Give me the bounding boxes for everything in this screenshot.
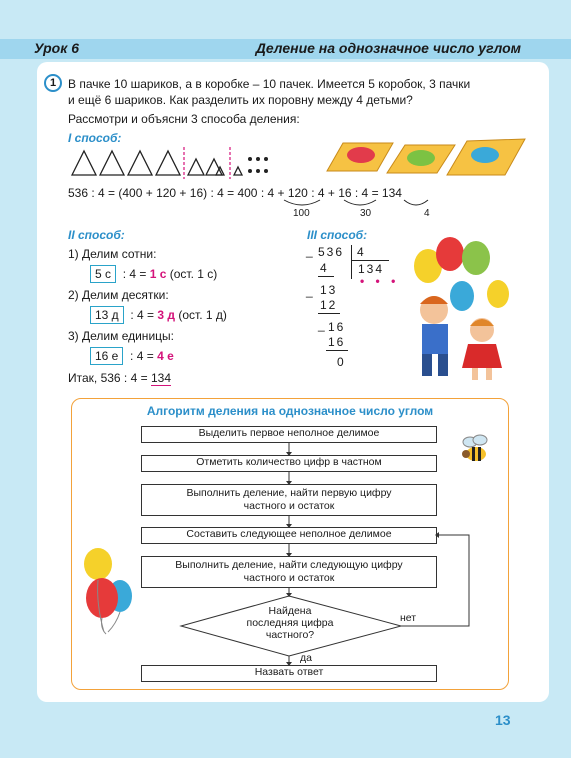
result1-op: : 4 =: [122, 267, 147, 281]
ld-hline: [351, 260, 389, 261]
ld-divisor: 4: [357, 245, 364, 259]
ld-line-1: [318, 276, 334, 277]
method2-conclusion: [68, 370, 171, 386]
ld-row-1: 4: [320, 261, 327, 275]
triangles-illustration: [70, 147, 280, 179]
method2-step3: 3) Делим единицы:: [68, 329, 174, 343]
decision-line-2: последняя цифра: [246, 617, 334, 629]
decision-yes-label: да: [300, 652, 312, 664]
balloons-illustration: [80, 544, 138, 636]
task-line-3: Рассмотри и объясни 3 способа деления:: [68, 112, 300, 126]
ld-vline: [351, 245, 352, 279]
algo-step-final: Назвать ответ: [141, 665, 437, 682]
decision-line-3: частного?: [265, 629, 315, 641]
ld-row-3: 12: [320, 298, 338, 312]
algo-decision: [240, 605, 340, 641]
ld-line-3: [326, 350, 348, 351]
box-5c: 5 с: [90, 265, 116, 283]
algo-step-2: Отметить количество цифр в частном: [141, 455, 437, 472]
algo-step-4: Составить следующее неполное делимое: [141, 527, 437, 544]
conclusion-prefix: Итак, 536 : 4 =: [68, 371, 148, 385]
minus-2: _: [306, 284, 313, 298]
result2-value: 3 д: [157, 308, 176, 322]
method1-under-2: 30: [360, 208, 372, 219]
result1-remainder: (ост. 1 с): [169, 267, 218, 281]
method2-label: II способ:: [68, 228, 125, 242]
result2-op: : 4 =: [130, 308, 155, 322]
result3-value: 4 е: [157, 349, 174, 363]
ld-row-4: 16: [328, 320, 346, 334]
method1-under-3: 4: [424, 208, 430, 219]
algo-step-1: Выделить первое неполное делимое: [141, 426, 437, 443]
method1-equation: 536 : 4 = (400 + 120 + 16) : 4 = 400 : 4 + 120 : 4 + 16 : 4 = 134: [68, 186, 402, 200]
method1-under-1: 100: [293, 208, 310, 219]
conclusion-value: 134: [150, 371, 171, 385]
box-13d: 13 д: [90, 306, 124, 324]
minus-3: _: [318, 318, 325, 332]
minus-1: _: [306, 244, 313, 258]
task-line-1: В пачке 10 шариков, а в коробке – 10 пачек. Имеется 5 коробок, 3 пачки: [68, 77, 471, 91]
method3-label: III способ:: [307, 228, 368, 242]
box-16e: 16 е: [90, 347, 123, 365]
ld-row-5: 16: [328, 335, 346, 349]
page-number: 13: [495, 712, 511, 728]
ld-dividend: 536: [318, 245, 345, 259]
bee-icon: [458, 432, 494, 468]
method2-result2: [90, 306, 227, 324]
task-line-2: и ещё 6 шариков. Как разделить их поровну между 4 детьми?: [68, 93, 413, 107]
result1-value: 1 с: [149, 267, 167, 281]
page-title: Деление на однозначное число углом: [255, 40, 521, 56]
task-number: 1: [44, 74, 62, 92]
method2-step2: 2) Делим десятки:: [68, 288, 169, 302]
method2-result1: [90, 265, 217, 283]
ld-quotient-dots: • • •: [360, 274, 400, 288]
result3-op: : 4 =: [130, 349, 154, 363]
method2-step1: 1) Делим сотни:: [68, 247, 157, 261]
lesson-label: Урок 6: [34, 40, 80, 56]
method2-result3: [90, 347, 174, 365]
algo-step-5: Выполнить деление, найти следующую цифру частного и остаток: [141, 556, 437, 588]
ld-line-2: [318, 313, 340, 314]
algo-step-3: Выполнить деление, найти первую цифру частного и остаток: [141, 484, 437, 516]
decision-line-1: Найдена: [268, 605, 312, 617]
decision-no-label: нет: [400, 612, 417, 624]
algorithm-title: Алгоритм деления на однозначное число углом: [146, 404, 434, 418]
ld-row-6: 0: [337, 355, 344, 369]
method1-label: I способ:: [68, 131, 122, 145]
ld-quotient: 134: [358, 262, 385, 276]
result2-remainder: (ост. 1 д): [178, 308, 227, 322]
children-illustration: [410, 236, 510, 384]
ld-row-2: 13: [320, 283, 338, 297]
balloon-boxes-illustration: [325, 133, 540, 178]
